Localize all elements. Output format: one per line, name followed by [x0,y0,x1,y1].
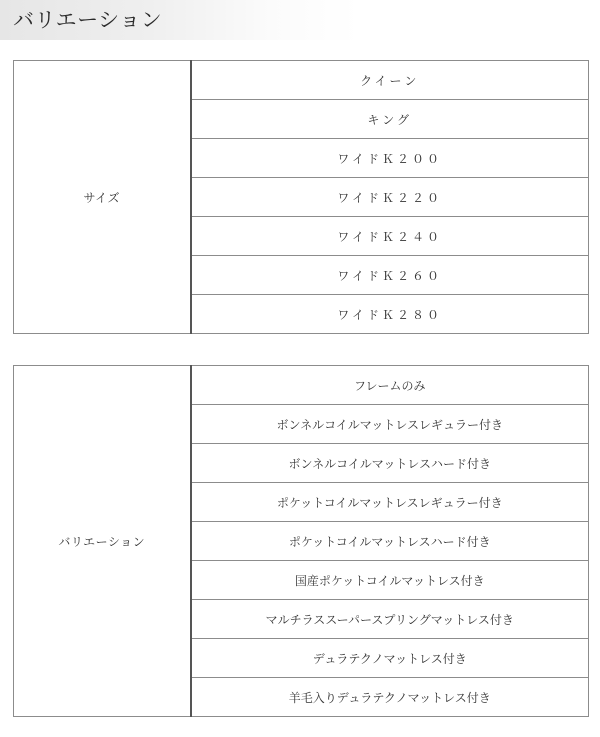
size-option: ワイドＫ２２０ [191,178,589,217]
size-option: ワイドＫ２６０ [191,256,589,295]
variation-label: バリエーション [14,366,191,717]
page-title: バリエーション [13,8,163,32]
size-option: ワイドＫ２４０ [191,217,589,256]
table-row [14,366,589,405]
variation-option: ポケットコイルマットレスハード付き [191,522,589,561]
variation-option: ボンネルコイルマットレスハード付き [191,444,589,483]
size-option: ワイドＫ２８０ [191,295,589,334]
variation-option: デュラテクノマットレス付き [191,639,589,678]
variation-option: ボンネルコイルマットレスレギュラー付き [191,405,589,444]
variation-table [13,365,589,717]
size-option: キング [191,100,589,139]
size-label: サイズ [14,61,191,334]
section-header [0,0,600,40]
variation-option: マルチラススーパースプリングマットレス付き [191,600,589,639]
table-row [14,61,589,100]
size-option: ワイドＫ２００ [191,139,589,178]
size-option: クイーン [191,61,589,100]
variation-option: ポケットコイルマットレスレギュラー付き [191,483,589,522]
variation-option: 国産ポケットコイルマットレス付き [191,561,589,600]
variation-option: 羊毛入りデュラテクノマットレス付き [191,678,589,717]
variation-option: フレームのみ [191,366,589,405]
size-table [13,60,589,334]
